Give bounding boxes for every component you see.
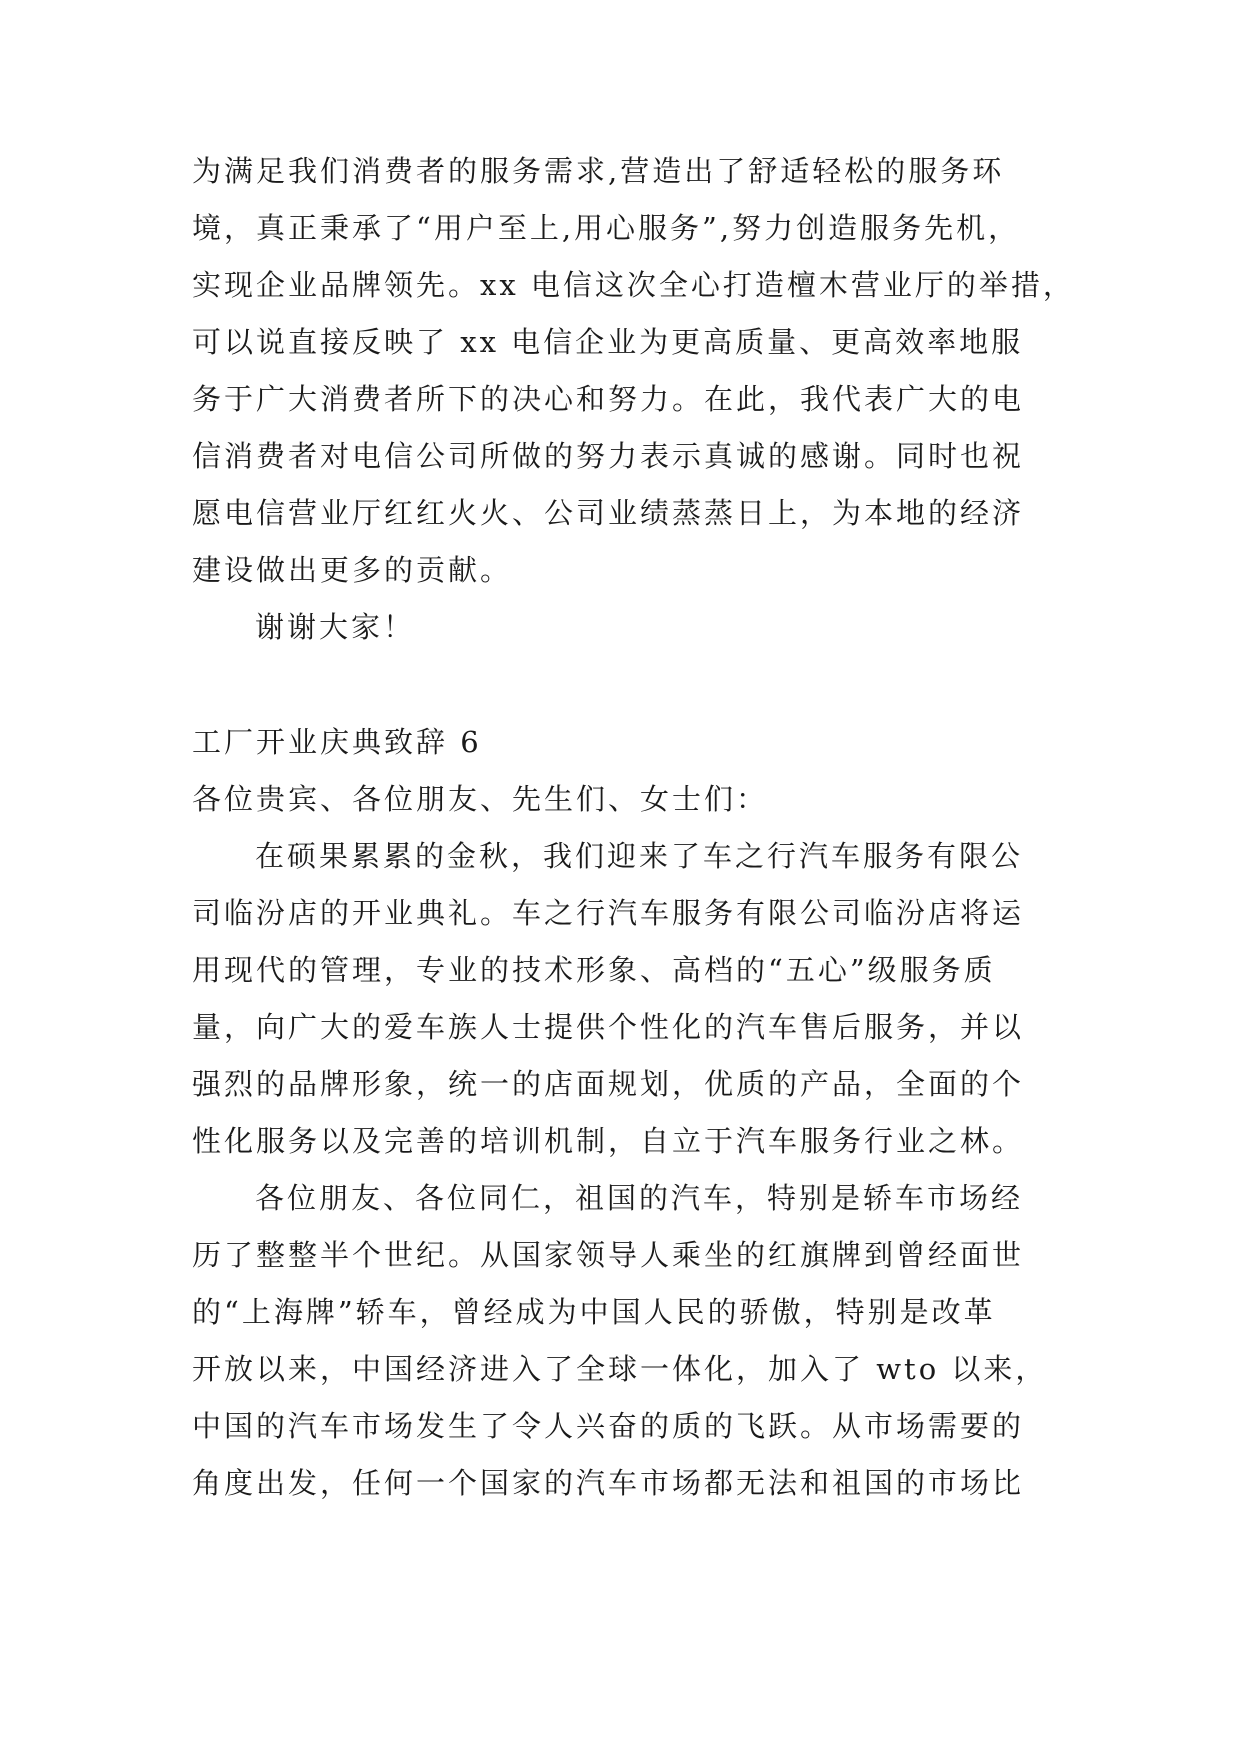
text-line: 境，真正秉承了“用户至上,用心服务”,努力创造服务先机， — [192, 211, 1021, 245]
text-line: 量，向广大的爱车族人士提供个性化的汽车售后服务，并以 — [192, 1010, 1025, 1044]
text-line: 愿电信营业厅红红火火、公司业绩蒸蒸日上，为本地的经济 — [192, 496, 1025, 530]
salutation: 各位贵宾、各位朋友、先生们、女士们： — [192, 782, 769, 816]
text-line: 建设做出更多的贡献。 — [192, 553, 513, 587]
text-line: 可以说直接反映了 xx 电信企业为更高质量、更高效率地服 — [192, 325, 1024, 359]
text-line: 强烈的品牌形象，统一的店面规划，优质的产品，全面的个 — [192, 1067, 1025, 1101]
text-line: 各位朋友、各位同仁，祖国的汽车，特别是轿车市场经 — [255, 1181, 1024, 1215]
text-line: 务于广大消费者所下的决心和努力。在此，我代表广大的电 — [192, 382, 1025, 416]
text-line: 在硕果累累的金秋，我们迎来了车之行汽车服务有限公 — [255, 839, 1024, 873]
text-line: 信消费者对电信公司所做的努力表示真诚的感谢。同时也祝 — [192, 439, 1025, 473]
text-line: 开放以来，中国经济进入了全球一体化，加入了 wto 以来， — [192, 1352, 1048, 1386]
text-line: 角度出发，任何一个国家的汽车市场都无法和祖国的市场比 — [192, 1466, 1025, 1500]
text-line: 中国的汽车市场发生了令人兴奋的质的飞跃。从市场需要的 — [192, 1409, 1025, 1443]
closing-thanks: 谢谢大家！ — [255, 610, 416, 644]
section-title: 工厂开业庆典致辞 6 — [192, 725, 482, 759]
text-line: 性化服务以及完善的培训机制，自立于汽车服务行业之林。 — [192, 1124, 1025, 1158]
text-line: 历了整整半个世纪。从国家领导人乘坐的红旗牌到曾经面世 — [192, 1238, 1025, 1272]
text-line: 用现代的管理，专业的技术形象、高档的“五心”级服务质 — [192, 953, 996, 987]
text-line: 为满足我们消费者的服务需求,营造出了舒适轻松的服务环 — [192, 154, 1005, 188]
text-line: 司临汾店的开业典礼。车之行汽车服务有限公司临汾店将运 — [192, 896, 1025, 930]
text-line: 的“上海牌”轿车，曾经成为中国人民的骄傲，特别是改革 — [192, 1295, 996, 1329]
text-line: 实现企业品牌领先。xx 电信这次全心打造檀木营业厅的举措， — [192, 268, 1075, 302]
